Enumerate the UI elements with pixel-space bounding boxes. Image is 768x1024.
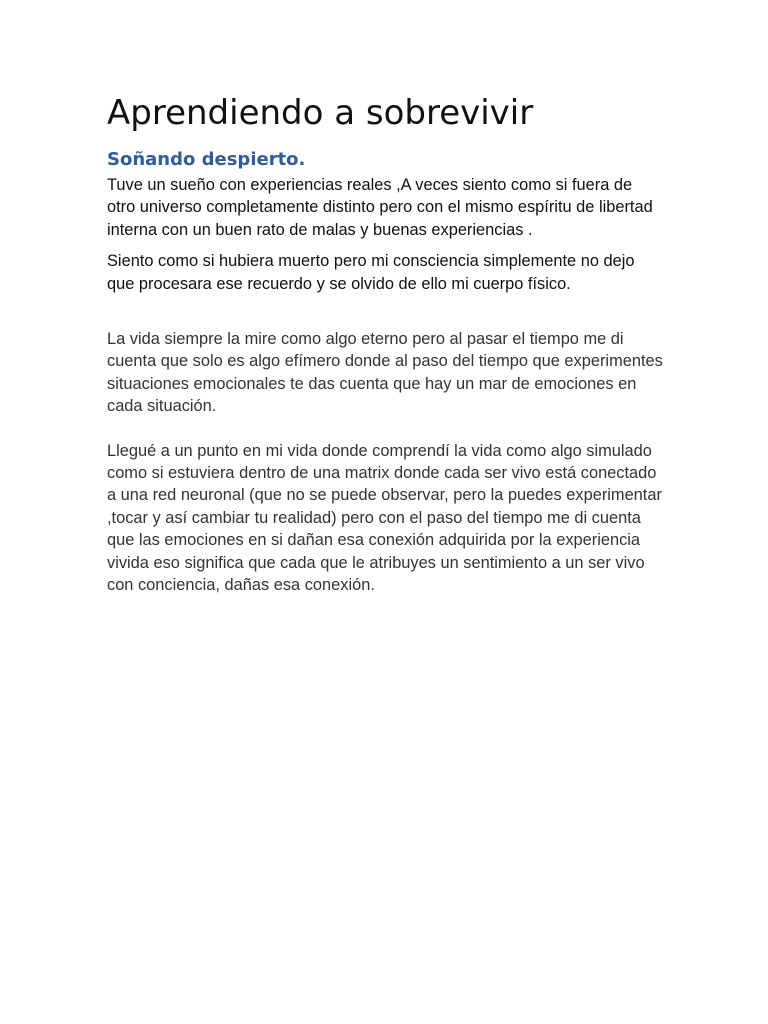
paragraph-4: Llegué a un punto en mi vida donde comprendí la vida como algo simulado como si estuviera dentro de una matrix donde cada ser vivo está conectado a una red neuronal (que no se puede observar, pero la puedes experimentar ,tocar y así cambiar tu realidad) pero con el paso del tiempo me di cuenta que las emociones en si dañan esa conexión adquirida por la experiencia vivida eso significa que cada que le atribuyes un sentimiento a un ser vivo con conciencia, dañas esa conexión. bbox=[107, 441, 662, 595]
document-subtitle: Soñando despierto. bbox=[107, 149, 306, 170]
paragraph-3: La vida siempre la mire como algo eterno pero al pasar el tiempo me di cuenta que solo es algo efímero donde al paso del tiempo que experimentes situaciones emocionales te das cuenta que hay un mar de emociones en cada situación. bbox=[107, 330, 663, 416]
document-title: Aprendiendo a sobrevivir bbox=[107, 93, 534, 133]
document-body bbox=[107, 90, 663, 597]
paragraph-2: Siento como si hubiera muerto pero mi consciencia simplemente no dejo que procesara ese recuerdo y se olvido de ello mi cuerpo físico. bbox=[107, 252, 635, 293]
paragraph-1: Tuve un sueño con experiencias reales ,A veces siento como si fuera de otro universo completamente distinto pero con el mismo espíritu de libertad interna con un buen rato de malas y buenas experiencias . bbox=[107, 176, 653, 239]
